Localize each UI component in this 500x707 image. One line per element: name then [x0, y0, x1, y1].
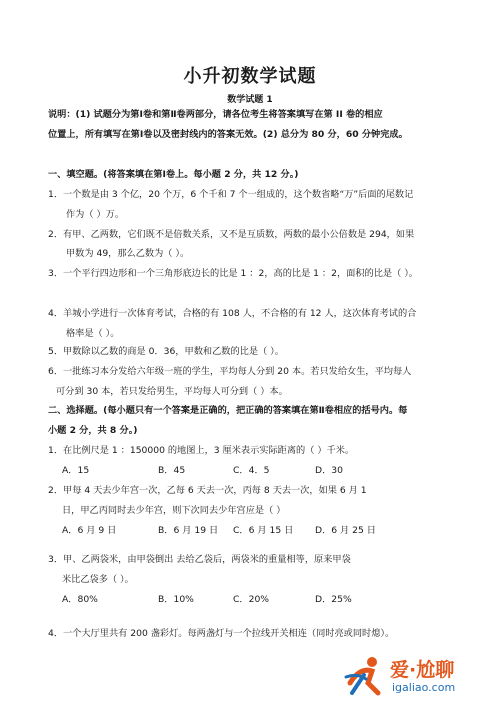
s2-question-3-line-1: 3．甲、乙两袋米，由甲袋倒出 去给乙袋后，两袋米的重量相等，原来甲袋 — [48, 554, 351, 565]
s1-question-2-line-2: 甲数为 49，那么乙数为（ ）。 — [66, 248, 190, 259]
s2-q1-option-b: B．45 — [158, 465, 186, 476]
s1-question-3: 3．一个平行四边形和一个三角形底边长的比是 1 ：2，高的比是 1 ：2，面积的比是（ ）。 — [48, 268, 418, 279]
s2-q2-option-d: D．6 月 25 日 — [315, 525, 376, 536]
s2-q3-option-a: A．80% — [62, 594, 98, 605]
s2-q1-option-d: D．30 — [315, 465, 343, 476]
s2-q3-option-d: D．25% — [315, 594, 352, 605]
s1-question-4-line-2: 格率是（ ）。 — [66, 328, 120, 339]
s1-question-6-line-2: 可分到 30 本，若只发给男生，平均每人可分到（ ）本。 — [56, 386, 288, 397]
watermark — [342, 653, 492, 701]
s2-q1-option-c: C．4．5 — [233, 465, 270, 476]
s2-question-1: 1．在比例尺是 1 ：150000 的地图上，3 厘米表示实际距离的（ ）千米。 — [48, 445, 355, 456]
section-2-heading-line-1: 二、选择题。(每小题只有一个答案是正确的，把正确的答案填在第Ⅱ卷相应的括号内。每 — [48, 405, 408, 416]
s1-question-5: 5．甲数除以乙数的商是 0．36，甲数和乙数的比是（ ）。 — [48, 346, 284, 357]
s2-q2-option-b: B．6 月 19 日 — [158, 525, 219, 536]
runner-logo-icon — [342, 653, 388, 699]
s2-question-2-line-1: 2．甲每 4 天去少年宫一次，乙每 6 天去一次，丙每 8 天去一次，如果 6 月 1 — [48, 485, 367, 496]
watermark-brand: 爱·尬聊 — [390, 659, 455, 681]
section-2-heading-line-2: 小题 2 分，共 8 分。) — [48, 425, 138, 436]
s1-question-1-line-2: 作为（ ）万。 — [66, 209, 125, 220]
watermark-url: igaliao.com — [392, 681, 456, 694]
s1-question-4-line-1: 4．羊城小学进行一次体育考试，合格的有 108 人，不合格的有 12 人，这次体育考试的合 — [48, 308, 417, 319]
s2-q2-option-a: A．6 月 9 日 — [62, 525, 117, 536]
s2-q2-option-c: C．6 月 15 日 — [233, 525, 294, 536]
s2-question-2-line-2: 日，甲乙丙同时去少年宫，则下次同去少年宫应是（ ） — [62, 505, 286, 516]
s2-question-4: 4．一个大厅里共有 200 盏彩灯。每两盏灯与一个拉线开关相连（同时亮或同时熄）。 — [48, 628, 395, 639]
instructions-line-2: 位置上，所有填写在第Ⅰ卷以及密封线内的答案无效。(2) 总分为 80 分，60 分钟完成。 — [48, 129, 408, 140]
s1-question-2-line-1: 2．有甲、乙两数，它们既不是倍数关系，又不是互质数，两数的最小公倍数是 294，如果 — [48, 229, 415, 240]
s2-q3-option-c: C．20% — [233, 594, 270, 605]
page-subtitle: 数学试题 1 — [227, 95, 273, 105]
s2-question-3-line-2: 米比乙袋多（ ）。 — [62, 574, 134, 585]
s2-q1-option-a: A．15 — [62, 465, 90, 476]
s1-question-1-line-1: 1．一个数是由 3 个亿，20 个万，6 个千和 7 个一组成的，这个数省略“万”后面的尾数记 — [48, 189, 414, 200]
page-title: 小升初数学试题 — [183, 66, 317, 87]
s1-question-6-line-1: 6．一批练习本分发给六年级一班的学生，平均每人分到 20 本。若只发给女生，平均每人 — [48, 366, 412, 377]
section-1-heading: 一、填空题。(将答案填在第Ⅰ卷上。每小题 2 分，共 12 分。) — [48, 169, 299, 180]
instructions-line-1: 说明：(1) 试题分为第Ⅰ卷和第Ⅱ卷两部分，请各位考生将答案填写在第 II 卷的相应 — [48, 109, 383, 120]
s2-q3-option-b: B．10% — [158, 594, 194, 605]
